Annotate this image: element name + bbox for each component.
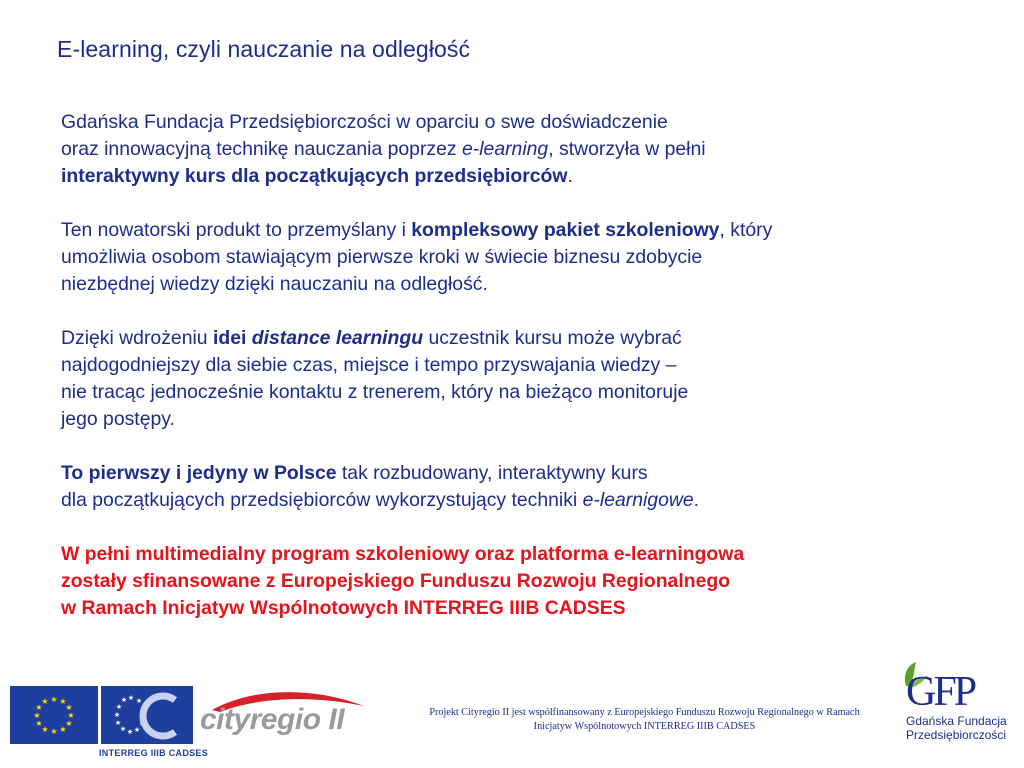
paragraph-4 [61,460,1011,514]
emphasis-e-learning: e-learning [461,138,549,160]
paragraph-3-line-2: najdogodniejszy dla siebie czas, miejsce i tempo przyswajania wiedzy – [61,354,677,376]
paragraph-2-line-3: niezbędnej wiedzy dzięki nauczaniu na odległość. [61,273,488,295]
svg-text:★: ★ [67,711,75,720]
paragraph-funding [61,541,1011,622]
paragraph-3 [61,325,1011,433]
svg-text:★: ★ [35,719,43,728]
text: , który [719,219,773,241]
svg-text:★: ★ [127,694,135,702]
gfp-name-line-1: Gdańska Fundacja [906,714,1007,728]
paragraph-1 [61,109,1011,190]
slide-title: E-learning, czyli nauczanie na odległość [57,36,471,62]
paragraph-3-line-3: nie tracąc jednocześnie kontaktu z trenerem, który na bieżąco monitoruje [61,381,689,403]
project-note-line-1: Projekt Cityregio II jest współfinansowany z Europejskiego Funduszu Rozwoju Regionalnego w Ramach [429,707,860,718]
svg-text:★: ★ [135,697,143,705]
text: Dzięki wdrożeniu [61,327,213,349]
text: , stworzyła w pełni [548,138,706,160]
paragraph-1-line-1: Gdańska Fundacja Przedsiębiorczości w oparciu o swe doświadczenie [61,111,668,133]
paragraph-4-line-2 [61,487,1011,514]
funding-line-2: zostały sfinansowane z Europejskiego Funduszu Rozwoju Regionalnego [61,570,731,592]
gfp-foundation-name [906,714,1007,742]
text: uczestnik kursu może wybrać [423,327,682,349]
bold-course-name: interaktywny kurs dla początkujących przedsiębiorców [61,165,568,187]
text: dla początkujących przedsiębiorców wykorzystujący techniki [61,489,583,511]
funding-line-3: w Ramach Inicjatyw Wspólnotowych INTERREG IIIB CADSES [61,597,626,619]
text: Ten nowatorski produkt to przemyślany i [61,219,412,241]
svg-text:★: ★ [119,725,127,733]
gfp-name-line-2: Przedsiębiorczości [906,728,1007,742]
emphasis-e-learnigowe: e-learnigowe [582,489,694,511]
funding-line-1: W pełni multimedialny program szkoleniowy oraz platforma e-learningowa [61,543,745,565]
svg-text:★: ★ [59,725,67,734]
bold-italic-distance-learning: distance learningu [251,327,424,349]
paragraph-3-line-1 [61,325,1011,352]
text: . [693,489,700,511]
svg-text:★: ★ [41,725,49,734]
svg-text:★: ★ [33,711,41,720]
interreg-text: INTERREG IIIB [99,748,166,758]
text: . [567,165,573,187]
project-note-line-2: Inicjatyw Wspólnotowych INTERREG IIIB CADSES [533,721,756,732]
svg-text:★: ★ [126,728,134,736]
svg-text:★: ★ [65,703,73,712]
text: oraz innowacyjną technikę nauczania poprzez [61,138,462,160]
text: tak rozbudowany, interaktywny kurs [336,462,648,484]
svg-text:★: ★ [59,697,67,706]
project-note [407,706,882,734]
paragraph-2-line-2: umożliwia osobom stawiającym pierwsze kroki w świecie biznesu zdobycie [61,246,703,268]
cadses-text: CADSES [168,748,209,758]
svg-text:★: ★ [133,726,141,734]
svg-text:★: ★ [114,719,122,727]
svg-text:★: ★ [138,720,146,728]
paragraph-2-line-1 [61,217,1011,244]
svg-text:★: ★ [140,712,148,720]
cityregio-logo-text: cityregio II [200,703,345,736]
interreg-logo-icon [101,686,193,744]
gfp-logo-letters: GFP [906,669,975,715]
svg-text:★: ★ [50,727,58,736]
svg-text:★: ★ [41,697,49,706]
svg-text:★: ★ [115,703,123,711]
eu-flag-icon [10,686,98,744]
svg-text:★: ★ [65,719,73,728]
slide-body [61,109,1011,649]
paragraph-3-line-4: jego postępy. [61,408,175,430]
bold-first-in-poland: To pierwszy i jedyny w Polsce [61,462,337,484]
svg-text:★: ★ [35,703,43,712]
paragraph-4-line-1 [61,460,1011,487]
svg-text:★: ★ [113,711,121,719]
svg-text:★: ★ [139,704,147,712]
svg-text:★: ★ [120,696,128,704]
paragraph-1-line-2 [61,136,1011,163]
paragraph-1-line-3 [61,163,1011,190]
paragraph-2 [61,217,1011,298]
svg-text:★: ★ [50,695,58,704]
interreg-label [99,748,208,758]
bold-idea: idei [212,327,252,349]
bold-package: kompleksowy pakiet szkoleniowy [411,219,720,241]
